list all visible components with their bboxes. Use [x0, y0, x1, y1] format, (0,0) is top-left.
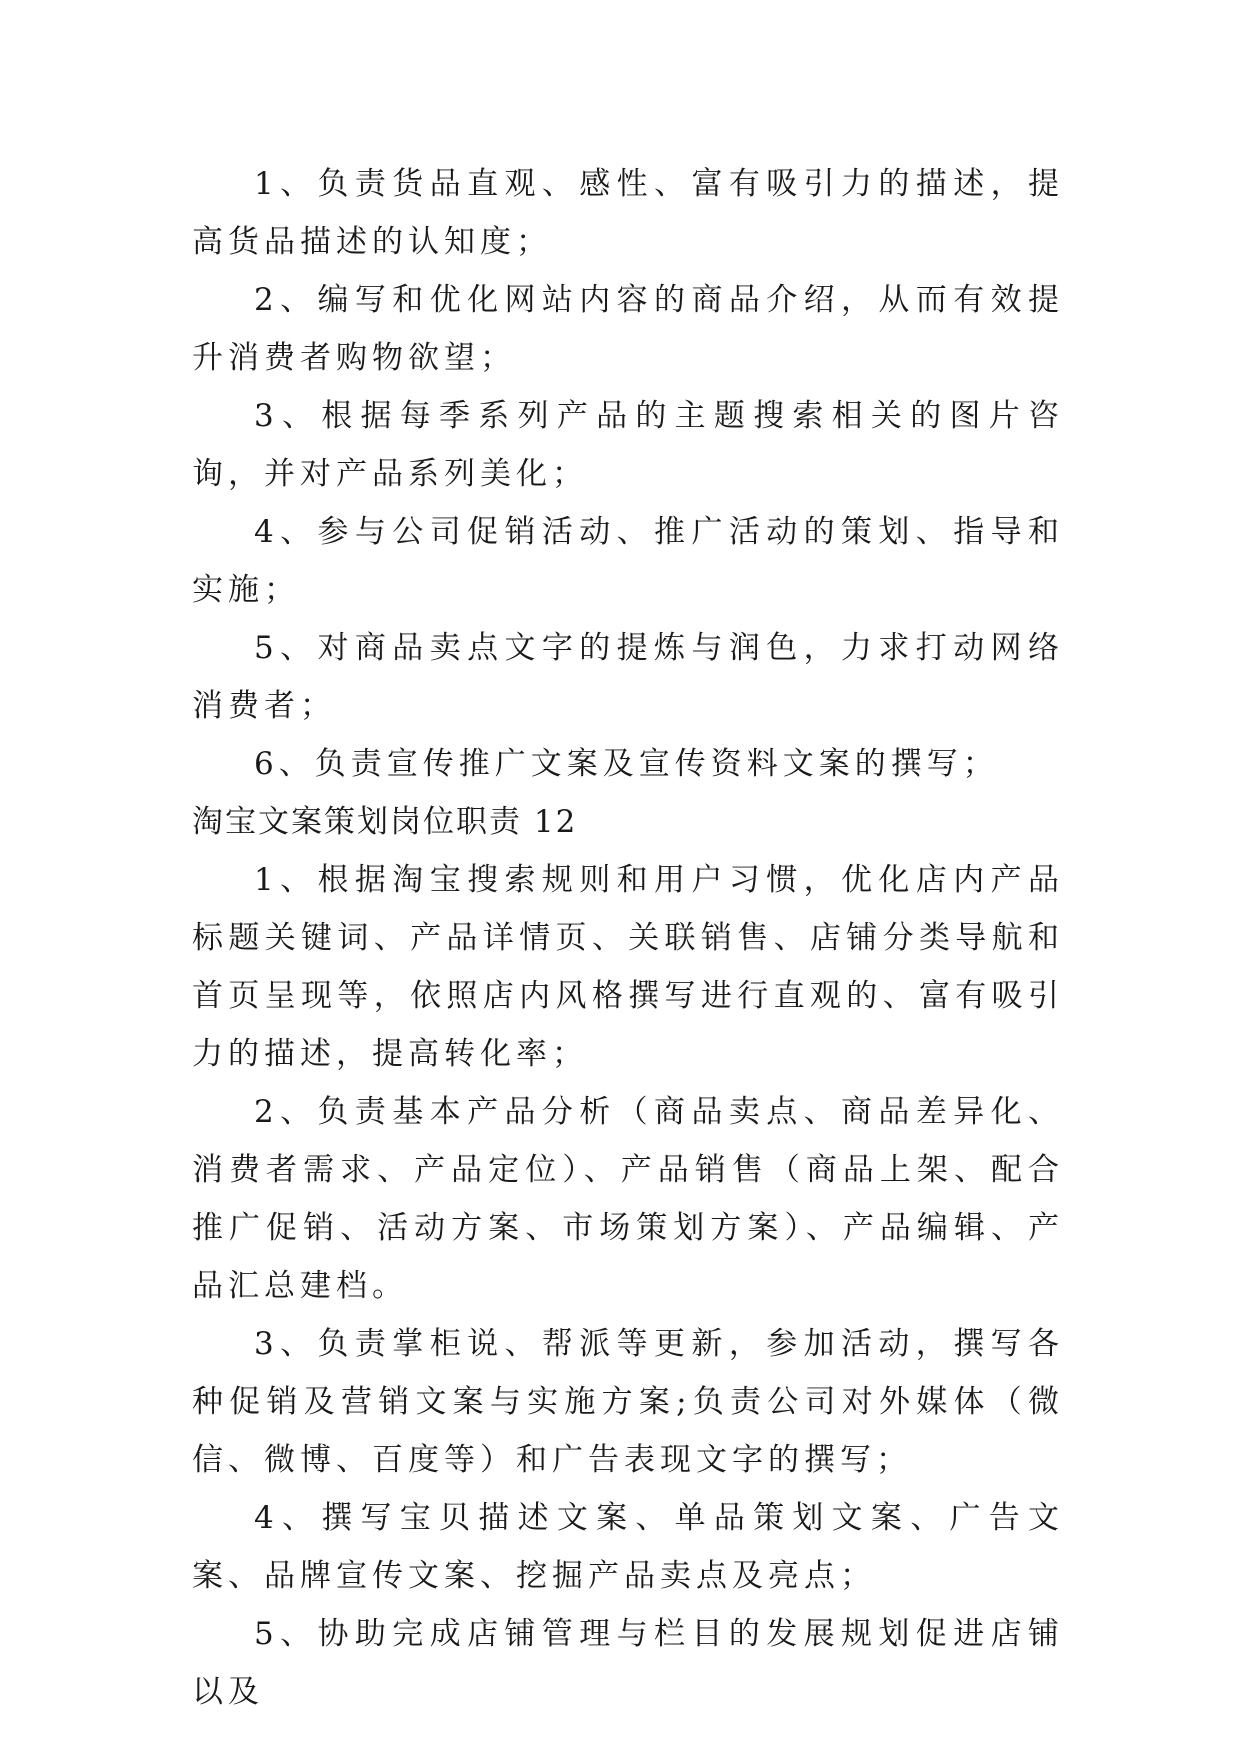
- section-heading: 淘宝文案策划岗位职责 12: [192, 804, 578, 840]
- section-paragraph-5: 5、协助完成店铺管理与栏目的发展规划促进店铺以及: [192, 1616, 1064, 1710]
- paragraph-1: 1、负责货品直观、感性、富有吸引力的描述，提高货品描述的认知度；: [192, 166, 1064, 260]
- paragraph-4: 4、参与公司促销活动、推广活动的策划、指导和实施；: [192, 514, 1064, 608]
- paragraph-5: 5、对商品卖点文字的提炼与润色，力求打动网络消费者；: [192, 630, 1064, 724]
- paragraph-2: 2、编写和优化网站内容的商品介绍，从而有效提升消费者购物欲望；: [192, 282, 1064, 376]
- section-paragraph-3: 3、负责掌柜说、帮派等更新，参加活动，撰写各种促销及营销文案与实施方案;负责公司对外媒体（微信、微博、百度等）和广告表现文字的撰写；: [192, 1326, 1064, 1478]
- section-paragraph-1: 1、根据淘宝搜索规则和用户习惯，优化店内产品标题关键词、产品详情页、关联销售、店铺分类导航和首页呈现等，依照店内风格撰写进行直观的、富有吸引力的描述，提高转化率；: [192, 862, 1064, 1072]
- section-paragraph-2: 2、负责基本产品分析（商品卖点、商品差异化、消费者需求、产品定位）、产品销售（商品上架、配合推广促销、活动方案、市场策划方案）、产品编辑、产品汇总建档。: [192, 1094, 1064, 1304]
- paragraph-6: 6、负责宣传推广文案及宣传资料文案的撰写；: [254, 746, 999, 782]
- paragraph-3: 3、根据每季系列产品的主题搜索相关的图片咨询，并对产品系列美化；: [192, 398, 1064, 492]
- section-paragraph-4: 4、撰写宝贝描述文案、单品策划文案、广告文案、品牌宣传文案、挖掘产品卖点及亮点；: [192, 1500, 1064, 1594]
- document-body: [192, 155, 1064, 1721]
